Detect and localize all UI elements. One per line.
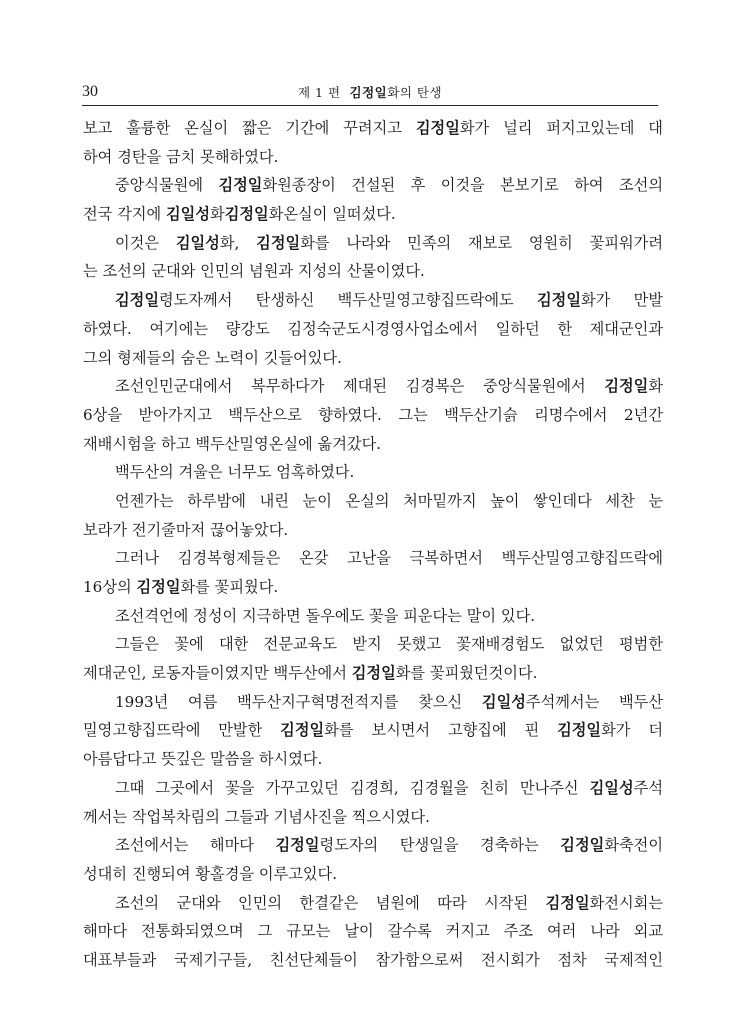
chapter-prefix: 제 1 편 — [298, 85, 341, 100]
text-line — [83, 516, 663, 545]
text-line — [83, 286, 663, 315]
text-run: 해마다 전통화되였으며 그 규모는 날이 갈수록 커지고 주조 여러 나라 외교 — [83, 922, 663, 941]
text-line — [83, 860, 663, 889]
text-line — [83, 114, 663, 143]
text-run: 화온실이 일떠섰다. — [268, 205, 396, 224]
text-run: 조선에서는 해마다 — [115, 836, 276, 855]
text-run: 화를 보시면서 고향집에 핀 — [324, 721, 558, 740]
bold-name: 김정일 — [136, 578, 181, 596]
text-run: 하였다. 여기에는 량강도 김정숙군도시경영사업소에서 일하던 한 제대군인과 — [83, 319, 663, 338]
text-run: 화를 나라와 민족의 재보로 영원히 꽃피워가려 — [300, 233, 664, 252]
bold-name: 김정일 — [224, 205, 269, 224]
text-run: 재배시험을 하고 백두산밀영온실에 옮겨갔다. — [83, 434, 382, 453]
text-line — [83, 946, 663, 975]
chapter-suffix: 화의 탄생 — [387, 85, 443, 100]
text-line — [83, 688, 663, 717]
bold-name: 김정일 — [415, 119, 460, 137]
text-line — [83, 458, 663, 487]
text-run: 밀영고향집뜨락에 만발한 — [83, 721, 281, 740]
bold-name: 김일성 — [175, 233, 220, 252]
text-line — [83, 430, 663, 459]
text-run: 는 조선의 군대와 인민의 념원과 지성의 산물이였다. — [83, 262, 425, 281]
text-run: 그들은 꽃에 대한 전문교육도 받지 못했고 꽃재배경험도 없었던 평범한 — [115, 635, 663, 654]
bold-name: 김일성 — [481, 692, 526, 711]
text-run: 조선의 군대와 인민의 한결같은 념원에 따라 시작된 — [115, 893, 546, 912]
text-run: 그의 형제들의 숨은 노력이 깃들어있다. — [83, 348, 342, 367]
bold-name: 김정일 — [115, 291, 160, 310]
text-run: 16상의 — [83, 578, 137, 596]
text-run: 화를 꽃피웠다. — [180, 578, 279, 596]
text-run: 화 — [210, 205, 225, 224]
text-line — [83, 573, 663, 602]
text-run: 조선인민군대에서 복무하다가 제대된 김경복은 중앙식물원에서 — [115, 377, 605, 396]
text-run: 보고 훌륭한 온실이 짧은 기간에 꾸려지고 — [83, 119, 416, 137]
text-run: 제대군인, 로동자들이였지만 백두산에서 — [83, 664, 352, 683]
bold-name: 김정일 — [218, 176, 263, 195]
text-run: 아름답다고 뜻깊은 말씀을 하시였다. — [83, 750, 323, 769]
text-line — [83, 602, 663, 631]
text-run: 령도자의 탄생일을 경축하는 — [319, 836, 561, 855]
text-line — [83, 344, 663, 373]
text-run: 언젠가는 하루밤에 내린 눈이 온실의 처마밑까지 높이 쌓인데다 세찬 눈 — [115, 491, 663, 510]
text-line — [83, 659, 663, 688]
text-line — [83, 487, 663, 516]
text-run: 전국 각지에 — [83, 205, 167, 224]
text-run: 화전시회는 — [589, 893, 663, 912]
text-line — [83, 774, 663, 803]
text-run: 화축전이 — [604, 836, 663, 855]
text-run: 화가 더 — [601, 721, 664, 740]
text-line — [83, 143, 663, 172]
text-run: 께서는 작업복차림의 그들과 기념사진을 찍으시였다. — [83, 807, 430, 826]
bold-name: 김정일 — [545, 893, 590, 912]
text-run: 하여 경탄을 금치 못해하였다. — [83, 147, 279, 166]
text-run: 화가 만발 — [581, 291, 663, 310]
text-line — [83, 401, 663, 430]
text-line — [83, 257, 663, 286]
bold-name: 김일성 — [166, 205, 211, 224]
bold-name: 김정일 — [560, 836, 605, 855]
text-line — [83, 372, 663, 401]
text-run: 6상을 받아가지고 백두산으로 향하였다. 그는 백두산기슭 리명수에서 2년간 — [83, 405, 663, 424]
text-line — [83, 171, 663, 200]
page-number: 30 — [82, 83, 98, 100]
bold-name: 김정일 — [275, 836, 320, 855]
text-line — [83, 544, 663, 573]
bold-name: 김정일 — [256, 233, 301, 252]
text-run: 이것은 — [115, 233, 176, 252]
bold-name: 김정일 — [351, 664, 396, 683]
text-run: 보라가 전기줄마저 끊어놓았다. — [83, 520, 289, 539]
text-line — [83, 831, 663, 860]
text-run: 화원종장이 건설된 후 이것을 본보기로 하여 조선의 — [262, 176, 663, 195]
text-run: 주석 — [633, 778, 663, 797]
text-run: 화, — [219, 233, 257, 252]
running-header — [82, 83, 658, 106]
chapter-name: 김정일 — [349, 85, 388, 100]
text-run: 그때 그곳에서 꽃을 가꾸고있던 김경희, 김경월을 친히 만나주신 — [115, 778, 590, 797]
text-run: 화가 널리 퍼지고있는데 대 — [459, 119, 663, 137]
text-run: 조선격언에 정성이 지극하면 돌우에도 꽃을 피운다는 말이 있다. — [115, 606, 536, 625]
text-line — [83, 229, 663, 258]
text-line — [83, 803, 663, 832]
text-run: 백두산의 겨울은 너무도 엄혹하였다. — [115, 463, 355, 482]
text-line — [83, 630, 663, 659]
text-run: 그러나 김경복형제들은 온갖 고난을 극복하면서 백두산밀영고향집뜨락에 — [115, 549, 663, 568]
text-line — [83, 315, 663, 344]
text-line — [83, 200, 663, 229]
bold-name: 김정일 — [280, 721, 325, 740]
text-line — [83, 889, 663, 918]
text-run: 화를 꽃피웠던것이다. — [395, 664, 538, 683]
text-run: 령도자께서 탄생하신 백두산밀영고향집뜨락에도 — [159, 291, 537, 310]
text-line — [83, 745, 663, 774]
text-run: 중앙식물원에 — [115, 176, 219, 195]
text-line — [83, 917, 663, 946]
text-run: 대표부들과 국제기구들, 친선단체들이 참가함으로써 전시회가 점차 국제적인 — [83, 950, 663, 969]
text-run: 1993년 여름 백두산지구혁명전적지를 찾으신 — [115, 692, 482, 711]
text-run: 성대히 진행되여 황홀경을 이루고있다. — [83, 864, 338, 883]
body-text — [83, 114, 663, 975]
bold-name: 김정일 — [557, 721, 602, 740]
bold-name: 김정일 — [604, 377, 649, 396]
text-run: 주석께서는 백두산 — [525, 692, 663, 711]
bold-name: 김정일 — [537, 291, 582, 310]
bold-name: 김일성 — [589, 778, 634, 797]
running-title — [298, 83, 442, 101]
text-line — [83, 716, 663, 745]
text-run: 화 — [648, 377, 663, 396]
